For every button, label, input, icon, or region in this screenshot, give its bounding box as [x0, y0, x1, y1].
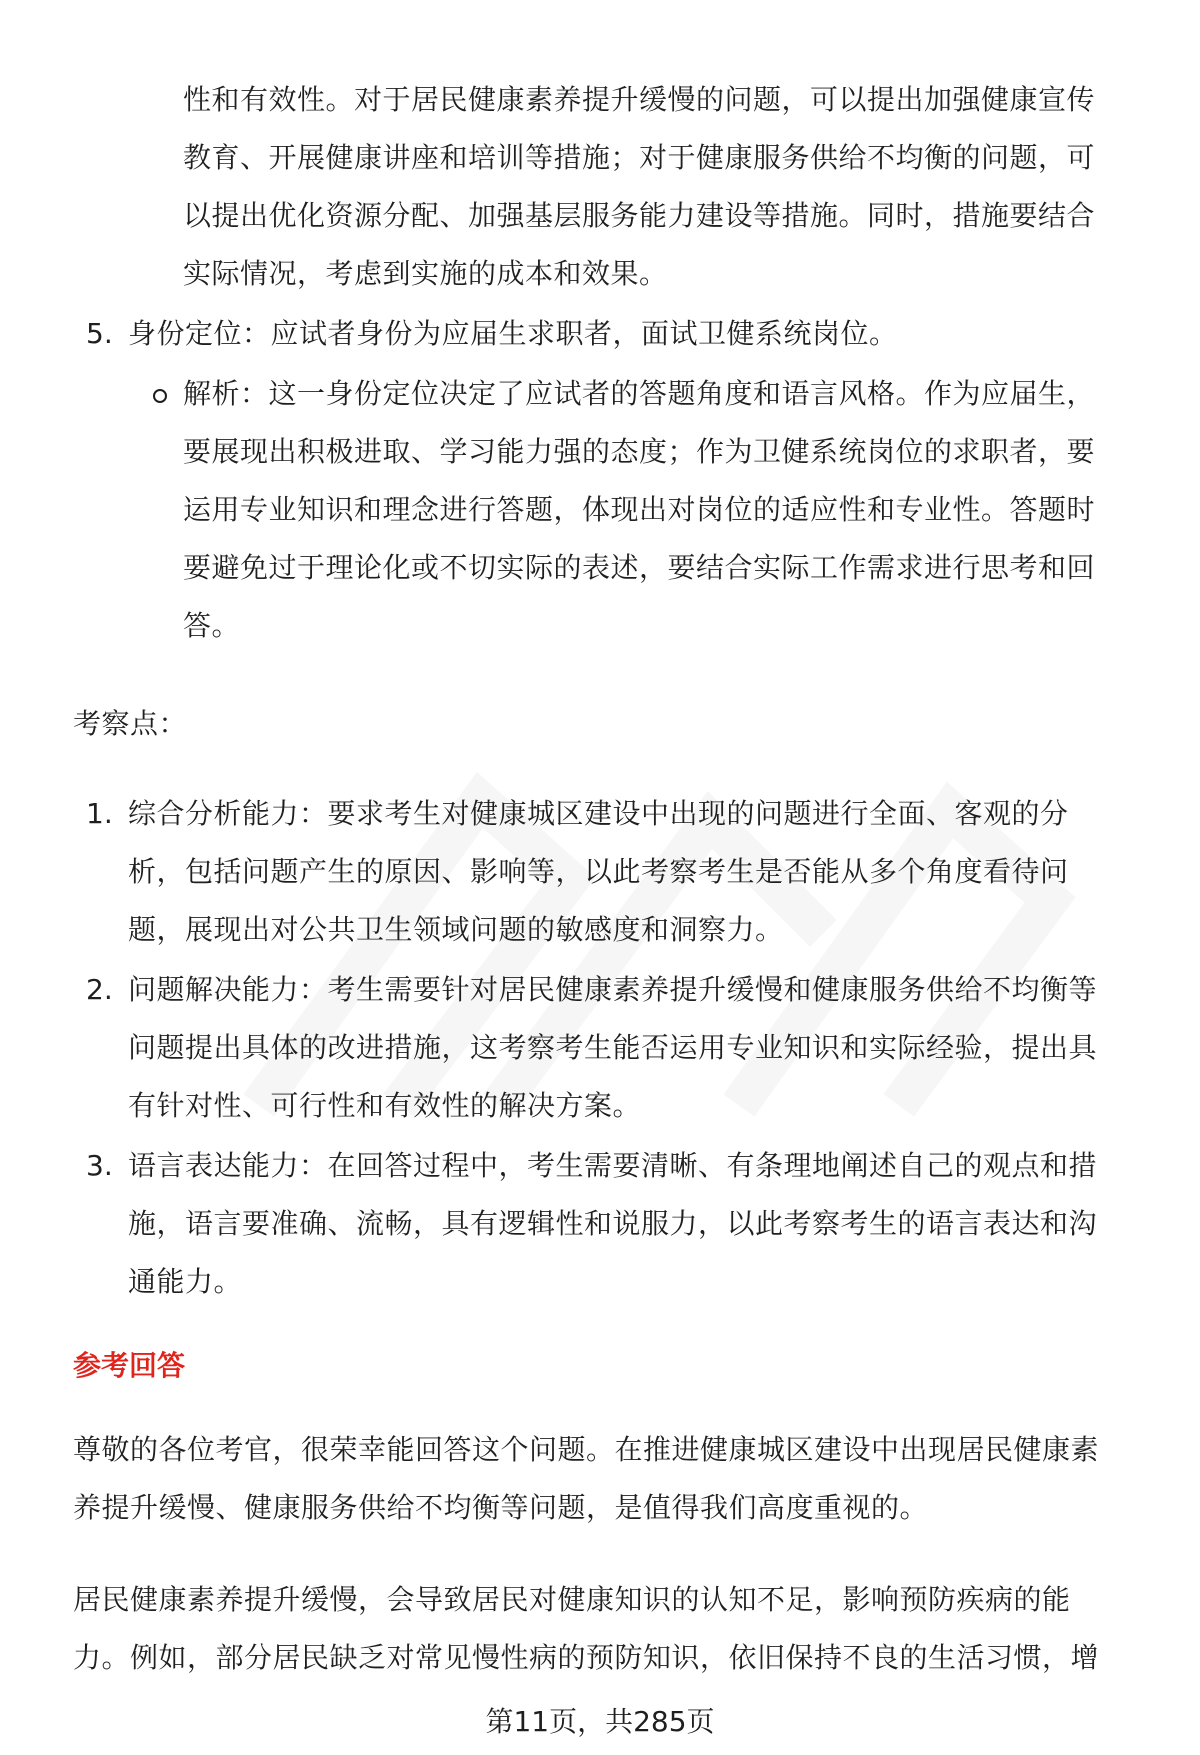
list-item-line: 问题解决能力：考生需要针对居民健康素养提升缓慢和健康服务供给不均衡等 — [128, 973, 1098, 1006]
reference-answer-heading: 参考回答 — [73, 1349, 186, 1382]
list-item-line: 有针对性、可行性和有效性的解决方案。 — [128, 1089, 642, 1122]
answer-paragraph-line: 居民健康素养提升缓慢，会导致居民对健康知识的认知不足，影响预防疾病的能 — [73, 1583, 1071, 1616]
answer-paragraph-line: 尊敬的各位考官，很荣幸能回答这个问题。在推进健康城区建设中出现居民健康素 — [73, 1433, 1100, 1466]
list-item-line: 综合分析能力：要求考生对健康城区建设中出现的问题进行全面、客观的分 — [128, 797, 1069, 830]
section-heading: 考察点： — [73, 707, 188, 740]
list-marker: 2. — [86, 973, 113, 1006]
list-marker: 3. — [86, 1149, 113, 1182]
list-item-line: 题，展现出对公共卫生领域问题的敏感度和洞察力。 — [128, 913, 784, 946]
answer-paragraph-line: 养提升缓慢、健康服务供给不均衡等问题，是值得我们高度重视的。 — [73, 1491, 929, 1524]
sub-item-line: 答。 — [183, 609, 241, 642]
sub-bullet-icon — [153, 389, 167, 403]
paragraph-line: 教育、开展健康讲座和培训等措施；对于健康服务供给不均衡的问题，可 — [183, 141, 1096, 174]
list-marker: 5. — [86, 317, 113, 350]
list-item-text: 身份定位：应试者身份为应届生求职者，面试卫健系统岗位。 — [128, 317, 898, 350]
list-item-line: 语言表达能力：在回答过程中，考生需要清晰、有条理地阐述自己的观点和措 — [128, 1149, 1098, 1182]
list-item-line: 析，包括问题产生的原因、影响等，以此考察考生是否能从多个角度看待问 — [128, 855, 1069, 888]
paragraph-line: 实际情况，考虑到实施的成本和效果。 — [183, 257, 668, 290]
list-item-line: 通能力。 — [128, 1265, 243, 1298]
paragraph-line: 以提出优化资源分配、加强基层服务能力建设等措施。同时，措施要结合 — [183, 199, 1096, 232]
sub-item-line: 要避免过于理论化或不切实际的表述，要结合实际工作需求进行思考和回 — [183, 551, 1096, 584]
list-item-line: 施，语言要准确、流畅，具有逻辑性和说服力，以此考察考生的语言表达和沟 — [128, 1207, 1098, 1240]
list-marker: 1. — [86, 797, 113, 830]
answer-paragraph-line: 力。例如，部分居民缺乏对常见慢性病的预防知识，依旧保持不良的生活习惯，增 — [73, 1641, 1100, 1674]
paragraph-line: 性和有效性。对于居民健康素养提升缓慢的问题，可以提出加强健康宣传 — [183, 83, 1096, 116]
sub-item-line: 运用专业知识和理念进行答题，体现出对岗位的适应性和专业性。答题时 — [183, 493, 1096, 526]
sub-item-line: 要展现出积极进取、学习能力强的态度；作为卫健系统岗位的求职者，要 — [183, 435, 1096, 468]
page-number-footer: 第11页，共285页 — [485, 1705, 715, 1738]
sub-item-line: 解析：这一身份定位决定了应试者的答题角度和语言风格。作为应届生， — [183, 377, 1096, 410]
list-item-line: 问题提出具体的改进措施，这考察考生能否运用专业知识和实际经验，提出具 — [128, 1031, 1098, 1064]
